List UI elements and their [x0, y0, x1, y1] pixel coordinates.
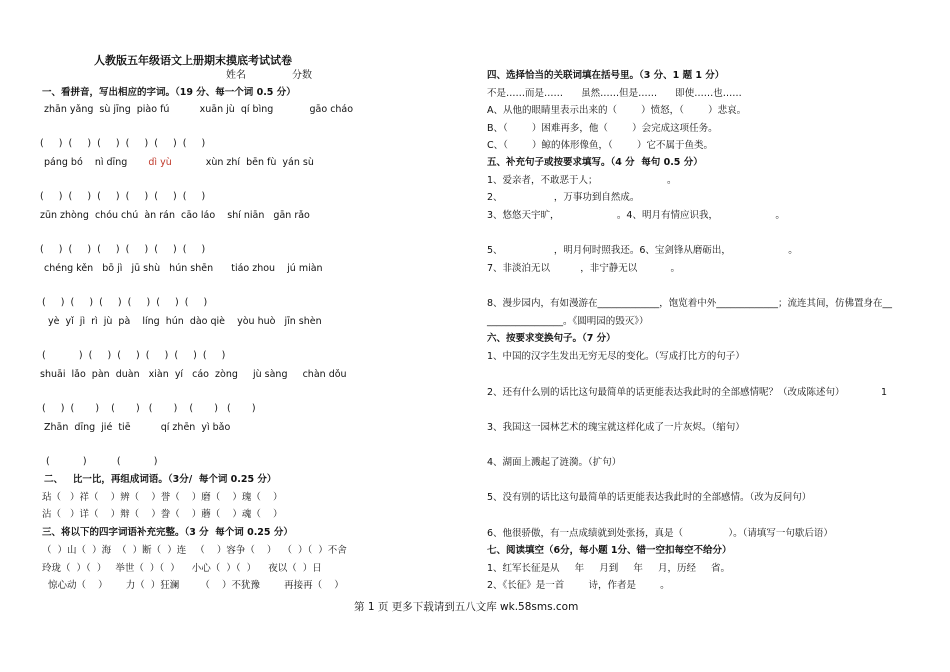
pinyin-row-5: yè yǐ jì rì jù pà líng hún dào qiè yòu huò jīn shèn	[48, 316, 322, 327]
section-4-item-a: A、从他的眼睛里表示出来的（ ）愤怒，（ ）悲哀。	[487, 105, 747, 116]
conjunction-options: 不是……而是…… 虽然……但是…… 即使……也……	[487, 88, 742, 99]
idiom-row-3: 惊心动（ ） 力（ ）狂澜 （ ）不犹豫 再接再（ ）	[42, 580, 344, 591]
section-3-heading: 三、将以下的四字词语补充完整。（3 分 每个词 0.25 分）	[42, 527, 293, 538]
section-1-heading: 一、看拼音，写出相应的字词。（19 分、每一个词 0.5 分）	[42, 87, 296, 98]
section-5-item-5-6: 5、 ，明月何时照我还。6、宝剑锋从磨砺出， 。	[487, 245, 798, 256]
section-7-heading: 七、阅读填空（6分，每小题 1分、错一空扣每空不给分）	[487, 545, 732, 556]
pinyin-row-2-b: xùn zhí bēn fù yán sù	[205, 157, 314, 168]
compare-row-2: 沾（ ）详（ ）辩（ ）誊（ ）蘑（ ）魂（ ）	[42, 509, 283, 520]
section-5-item-8-line-2: ________________。《圆明园的毁灭》）	[487, 316, 649, 327]
section-5-item-3-4: 3、悠悠天宇旷， 。4、明月有情应识我， 。	[487, 210, 785, 221]
section-6-item-3: 3、我国这一园林艺术的瑰宝就这样化成了一片灰烬。（缩句）	[487, 422, 745, 433]
section-7-item-1: 1、红军长征是从 年 月到 年 月，历经 省。	[487, 563, 731, 574]
section-4-item-b: B、（ ）困难再多，他（ ）会完成这项任务。	[487, 123, 718, 134]
section-6-item-1: 1、中国的汉字生发出无穷无尽的变化。（写成打比方的句子）	[487, 351, 745, 362]
section-6-item-5: 5、没有别的话比这句最简单的话更能表达我此时的全部感情。（改为反问句）	[487, 492, 812, 503]
page-mark-number: 1	[881, 387, 888, 398]
blank-row-2: ( ) ( ) ( ) ( ) ( ) ( )	[40, 191, 206, 202]
blank-row-1: ( ) ( ) ( ) ( ) ( ) ( )	[40, 138, 206, 149]
section-5-item-1: 1、爱亲者，不敢恶于人； 。	[487, 175, 677, 186]
section-5-heading: 五、补充句子或按要求填写。（4 分 每句 0.5 分）	[487, 157, 703, 168]
section-6-heading: 六、按要求变换句子。（7 分）	[487, 333, 616, 344]
pinyin-row-4: chéng kěn bō jì jū shù hún shēn tiáo zhou jú miàn	[44, 263, 323, 274]
section-7-item-2: 2、《长征》是一首 诗，作者是 。	[487, 580, 670, 591]
section-4-heading: 四、选择恰当的关联词填在括号里。（3 分、1 题 1 分）	[487, 70, 725, 81]
section-5-item-7: 7、非淡泊无以 ，非宁静无以 。	[487, 263, 680, 274]
pinyin-row-7: Zhān dīng jié tiē qí zhēn yì bǎo	[44, 422, 231, 433]
pinyin-row-2-a: páng bó nì dīng	[44, 157, 149, 168]
pinyin-row-2	[44, 157, 314, 169]
section-5-item-2: 2、 ，万事功到自然成。	[487, 192, 640, 203]
section-5-item-8-line-1: 8、漫步园内，有如漫游在_____________，饱览着中外_____________；流连其间，仿佛置身在__	[487, 298, 893, 309]
section-6-item-4: 4、湖面上溅起了涟漪。（扩句）	[487, 457, 622, 468]
idiom-row-2: 玲珑（ ）（ ） 举世（ ）（ ） 小心（ ）（ ） 夜以（ ）日	[42, 563, 322, 574]
blank-row-6: ( ) ( ) ( ) ( ) ( ) ( )	[42, 403, 256, 414]
blank-row-7: ( ) ( )	[46, 456, 158, 467]
pinyin-row-1: zhān yǎng sù jīng piào fú xuān jù qí bìng gāo cháo	[44, 104, 354, 115]
score-label: 分数	[292, 70, 312, 81]
section-4-item-c: C、（ ）鲸的体形像鱼，（ ）它不属于鱼类。	[487, 140, 713, 151]
blank-row-5: ( ) ( ) ( ) ( ) ( ) ( )	[42, 350, 226, 361]
compare-row-1: 玷（ ）祥（ ）辨（ ）誉（ ）磨（ ）瑰（ ）	[42, 492, 283, 503]
blank-row-4: ( ) ( ) ( ) ( ) ( ) ( )	[42, 297, 208, 308]
idiom-row-1: （ ）山（ ）海 （ ）断（ ）连 （ ）容争（ ） （ ）（ ）不舍	[42, 545, 347, 556]
exam-title: 人教版五年级语文上册期末摸底考试试卷	[94, 54, 292, 67]
page-footer: 第 1 页 更多下载请到五八文库 wk.58sms.com	[354, 601, 579, 613]
pinyin-row-3: zūn zhòng chóu chú àn rán cāo láo shí niān gān rǎo	[40, 210, 310, 221]
pinyin-row-6: shuāi lǎo pàn duàn xiàn yí cáo zòng jù sàng chàn dǒu	[40, 369, 347, 380]
name-label: 姓名	[226, 70, 246, 81]
section-2-heading: 二、 比一比，再组成词语。（3分/ 每个词 0.25 分）	[44, 474, 277, 485]
section-6-item-6: 6、他很骄傲，有一点成绩就到处张扬，真是（ ）。（请填写一句歇后语）	[487, 528, 833, 539]
section-6-item-2: 2、还有什么别的话比这句最简单的话更能表达我此时的全部感情呢？（改成陈述句）	[487, 387, 845, 398]
blank-row-3: ( ) ( ) ( ) ( ) ( ) ( )	[40, 244, 206, 255]
pinyin-highlight: dì yù	[148, 157, 172, 168]
